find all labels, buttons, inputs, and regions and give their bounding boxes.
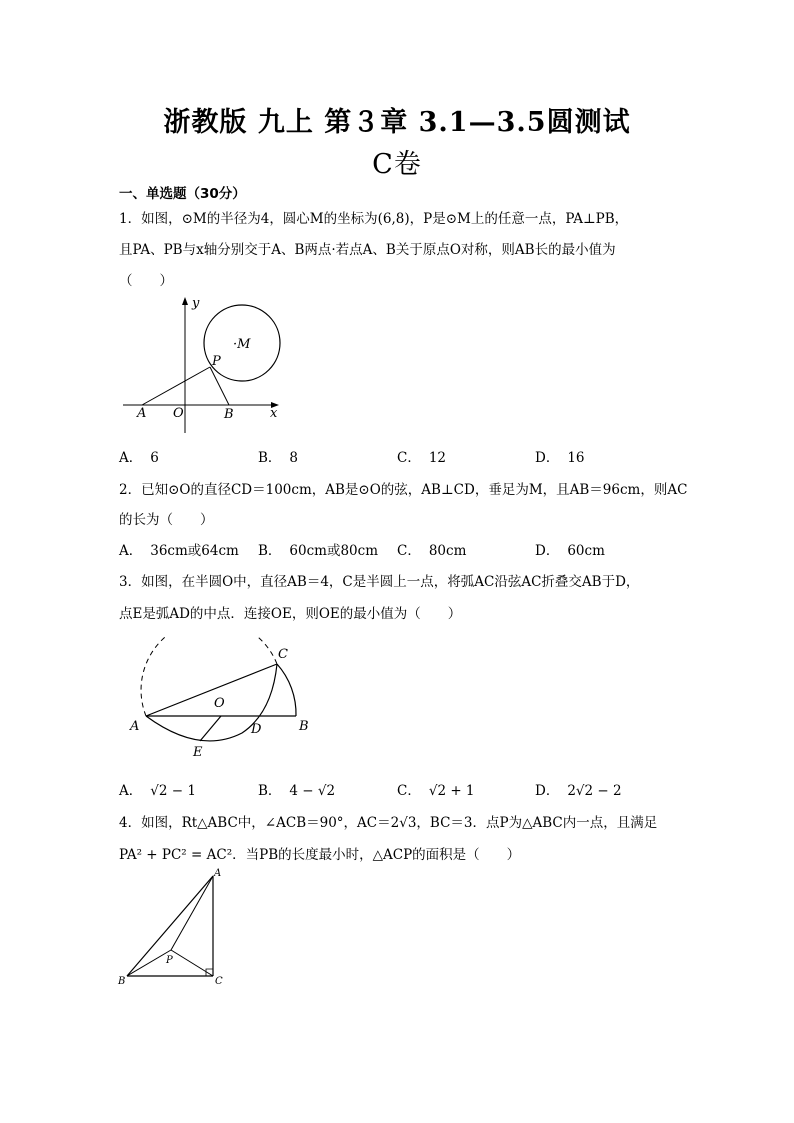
q1-option-d[interactable]: D． 16	[535, 450, 585, 466]
doc-title-line2: C卷	[372, 149, 422, 180]
q3-text-line1: 3．如图，在半圆O中，直径AB＝4，C是半圆上一点，将弧AC沿弦AC折叠交AB于D，	[119, 574, 640, 590]
q3-option-b[interactable]: B． 4 − √2	[258, 783, 336, 799]
q2-options	[119, 539, 679, 559]
q1-option-b[interactable]: B． 8	[258, 450, 299, 466]
q3-label-O: O	[214, 696, 225, 711]
q2-text-line1: 2．已知⊙O的直径CD＝100cm，AB是⊙O的弦，AB⊥CD，垂足为M，且AB＝96cm，则AC	[119, 482, 688, 498]
q3-figure	[124, 637, 324, 763]
q1-options	[119, 446, 679, 466]
q2-text-line2: 的长为（ ）	[119, 512, 214, 528]
q4-text-line1: 4．如图，Rt△ABC中，∠ACB＝90°，AC＝2√3，BC＝3．点P为△ABC内一点，且满足	[119, 815, 658, 831]
q3-arc-CB	[277, 664, 296, 716]
q3-segment-OE	[200, 716, 221, 741]
q1-label-y: y	[192, 296, 200, 311]
q2-option-a[interactable]: A． 36cm或64cm	[119, 543, 239, 559]
q3-text-line2: 点E是弧AD的中点．连接OE，则OE的最小值为（ ）	[119, 606, 462, 622]
q1-option-a[interactable]: A． 6	[119, 450, 159, 466]
q1-text-line1: 1．如图，⊙M的半径为4，圆心M的坐标为(6,8)，P是⊙M上的任意一点，PA⊥PB，	[119, 211, 629, 227]
q1-label-P: P	[212, 354, 221, 369]
q3-options	[119, 779, 679, 799]
q4-segment-PB	[127, 950, 171, 976]
q3-label-D: D	[251, 722, 262, 737]
section-heading: 一、单选题（30分）	[119, 186, 246, 202]
q2-option-d[interactable]: D． 60cm	[535, 543, 605, 559]
q4-label-C: C	[215, 976, 223, 987]
q4-segment-PC	[171, 950, 213, 976]
q3-chord-AC	[146, 664, 277, 716]
q3-label-C: C	[278, 647, 288, 662]
q2-option-b[interactable]: B． 60cm或80cm	[258, 543, 379, 559]
q4-segment-PA	[171, 876, 213, 950]
q1-text-line2: 且PA、PB与x轴分别交于A、B两点·若点A、B关于原点O对称，则AB长的最小值为	[119, 242, 616, 258]
q3-option-a[interactable]: A． √2 − 1	[119, 783, 196, 799]
q3-label-E: E	[193, 745, 203, 760]
q4-label-P: P	[166, 955, 173, 966]
q3-option-c[interactable]: C． √2 + 1	[397, 783, 475, 799]
q3-fold-arc-dashed	[141, 637, 277, 716]
q4-label-B: B	[118, 976, 126, 987]
doc-title-line1: 浙教版 九上 第３章 3.1—3.5圆测试	[163, 107, 631, 138]
q1-y-arrow	[182, 297, 188, 305]
q1-figure	[115, 293, 295, 435]
q1-label-B: B	[224, 407, 234, 422]
q1-label-M: ·M	[233, 337, 251, 352]
q3-label-B: B	[299, 719, 309, 734]
q1-label-O: O	[173, 406, 184, 421]
q3-option-d[interactable]: D． 2√2 − 2	[535, 783, 622, 799]
q1-segment-PB	[210, 367, 229, 405]
q3-label-A: A	[130, 719, 140, 734]
q4-figure	[114, 866, 234, 992]
q2-option-c[interactable]: C． 80cm	[397, 543, 467, 559]
q1-label-x: x	[270, 406, 278, 421]
q4-label-A: A	[214, 868, 222, 879]
q1-text-line3: （ ）	[119, 273, 173, 289]
q1-segment-PA	[142, 367, 210, 405]
q4-text-line2: PA² + PC² = AC²．当PB的长度最小时，△ACP的面积是（ ）	[119, 847, 521, 863]
q1-label-A: A	[137, 406, 147, 421]
q1-option-c[interactable]: C． 12	[397, 450, 447, 466]
